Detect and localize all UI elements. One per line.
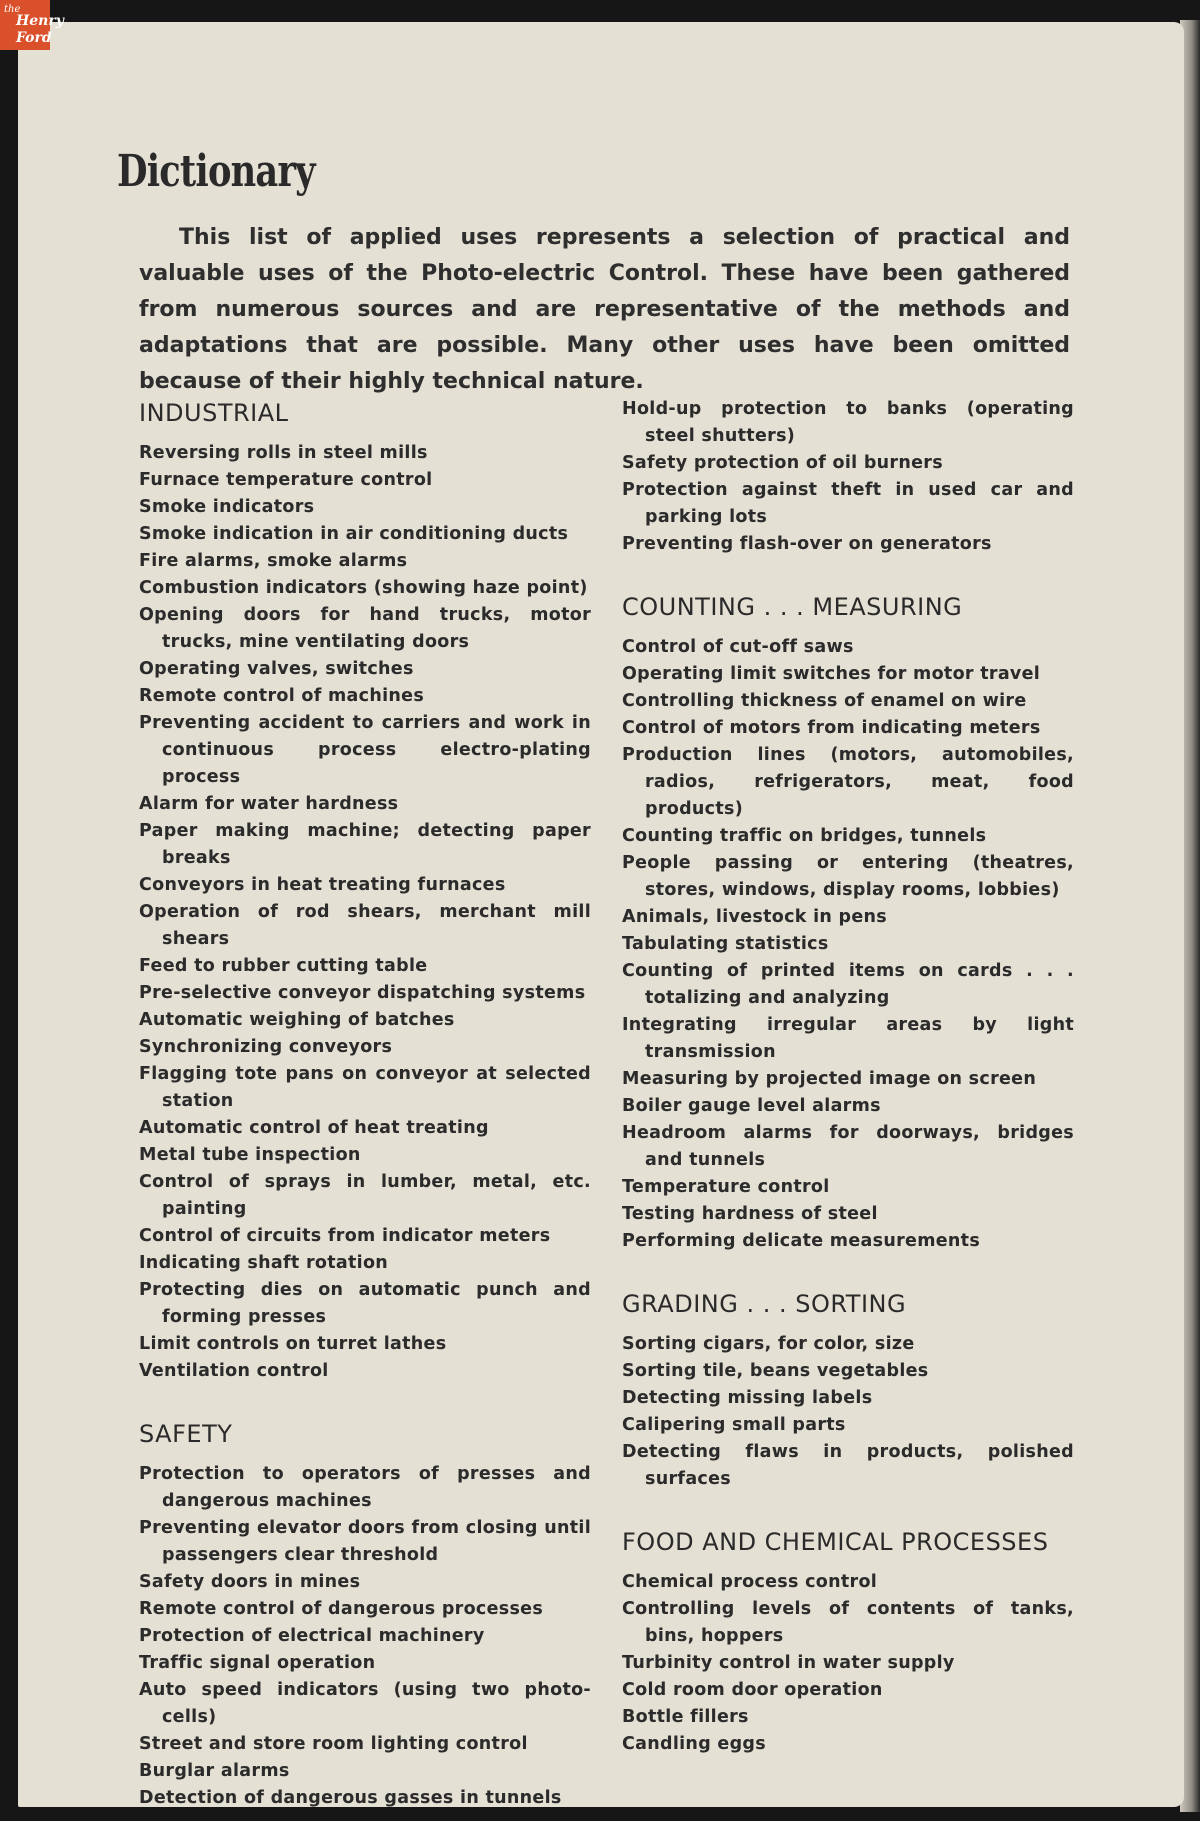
list-item: Sorting tile, beans vegetables [622,1361,929,1381]
left-column [139,398,591,1812]
list-item: Boiler gauge level alarms [622,1096,881,1116]
counting-list [622,634,1074,1255]
list-item: People passing or entering (theatres, stores, windows, display rooms, lobbies) [622,853,1074,900]
list-item: Controlling thickness of enamel on wire [622,691,1027,711]
page-title: Dictionary [117,146,315,197]
list-item: Street and store room lighting control [139,1734,528,1754]
list-item: Metal tube inspection [139,1145,361,1165]
food-heading: FOOD AND CHEMICAL PROCESSES [622,1528,1049,1556]
list-item: Chemical process control [622,1572,878,1592]
list-item: Cold room door operation [622,1680,883,1700]
list-item: Smoke indicators [139,497,315,517]
list-item: Fire alarms, smoke alarms [139,551,408,571]
counting-heading: COUNTING . . . MEASURING [622,593,963,621]
list-item: Furnace temperature control [139,470,433,490]
list-item: Paper making machine; detecting paper breaks [139,821,591,868]
list-item: Temperature control [622,1177,830,1197]
list-item: Detecting missing labels [622,1388,873,1408]
safety-list [139,1461,591,1812]
list-item: Protection to operators of presses and dangerous machines [139,1464,591,1511]
list-item: Synchronizing conveyors [139,1037,393,1057]
list-item: Calipering small parts [622,1415,846,1435]
list-item: Performing delicate measurements [622,1231,981,1251]
list-item: Operating valves, switches [139,659,414,679]
list-item: Measuring by projected image on screen [622,1069,1037,1089]
henry-ford-watermark-logo [0,0,64,50]
industrial-heading: INDUSTRIAL [139,399,289,427]
list-item: Smoke indication in air conditioning ducts [139,524,569,544]
list-item: Feed to rubber cutting table [139,956,428,976]
list-item: Counting traffic on bridges, tunnels [622,826,987,846]
list-item: Protecting dies on automatic punch and forming presses [139,1280,591,1327]
list-item: Headroom alarms for doorways, bridges and tunnels [622,1123,1074,1170]
list-item: Ventilation control [139,1361,329,1381]
list-item: Protection of electrical machinery [139,1626,485,1646]
list-item: Preventing accident to carriers and work in continuous process electro-plating process [139,713,591,787]
grading-heading: GRADING . . . SORTING [622,1290,907,1318]
list-item: Control of sprays in lumber, metal, etc. painting [139,1172,591,1219]
list-item: Operating limit switches for motor travel [622,664,1041,684]
list-item: Production lines (motors, automobiles, radios, refrigerators, meat, food products) [622,745,1074,819]
list-item: Safety doors in mines [139,1572,361,1592]
list-item: Flagging tote pans on conveyor at selected station [139,1064,591,1111]
list-item: Tabulating statistics [622,934,829,954]
list-item: Traffic signal operation [139,1653,376,1673]
list-item: Sorting cigars, for color, size [622,1334,915,1354]
list-item: Turbinity control in water supply [622,1653,955,1673]
logo-text-the: the [4,4,21,15]
list-item: Hold-up protection to banks (operating steel shutters) [622,399,1074,446]
list-item: Automatic control of heat treating [139,1118,489,1138]
logo-text-henry: Henry [16,13,64,29]
list-item: Control of motors from indicating meters [622,718,1041,738]
intro-paragraph: This list of applied uses represents a selection of practical and valuable uses of the Photo-electric Control. These have been gathered from numerous sources and are representative of the methods and adaptations that are possible. Many other uses have been omitted because of their highly technical nature. [139,225,1070,394]
list-item: Testing hardness of steel [622,1204,878,1224]
list-item: Bottle fillers [622,1707,749,1727]
list-item: Alarm for water hardness [139,794,399,814]
list-item: Reversing rolls in steel mills [139,443,428,463]
list-item: Pre-selective conveyor dispatching systems [139,983,586,1003]
list-item: Safety protection of oil burners [622,453,943,473]
list-item: Limit controls on turret lathes [139,1334,447,1354]
safety-continued-list [622,396,1074,558]
list-item: Indicating shaft rotation [139,1253,389,1273]
list-item: Conveyors in heat treating furnaces [139,875,506,895]
list-item: Operation of rod shears, merchant mill shears [139,902,591,949]
list-item: Auto speed indicators (using two photo-cells) [139,1680,591,1727]
list-item: Preventing flash-over on generators [622,534,992,554]
list-item: Control of cut-off saws [622,637,854,657]
logo-text-ford: Ford [16,30,52,46]
list-item: Integrating irregular areas by light transmission [622,1015,1074,1062]
right-column [622,396,1074,1758]
list-item: Burglar alarms [139,1761,290,1781]
list-item: Opening doors for hand trucks, motor trucks, mine ventilating doors [139,605,591,652]
list-item: Counting of printed items on cards . . . totalizing and analyzing [622,961,1074,1008]
list-item: Combustion indicators (showing haze point) [139,578,588,598]
list-item: Control of circuits from indicator meters [139,1226,551,1246]
list-item: Automatic weighing of batches [139,1010,455,1030]
list-item: Controlling levels of contents of tanks, bins, hoppers [622,1599,1074,1646]
list-item: Candling eggs [622,1734,766,1754]
list-item: Preventing elevator doors from closing until passengers clear threshold [139,1518,591,1565]
list-item: Protection against theft in used car and parking lots [622,480,1074,527]
list-item: Detection of dangerous gasses in tunnels [139,1788,562,1808]
list-item: Detecting flaws in products, polished surfaces [622,1442,1074,1489]
food-list [622,1569,1074,1758]
list-item: Remote control of dangerous processes [139,1599,544,1619]
list-item: Animals, livestock in pens [622,907,888,927]
grading-list [622,1331,1074,1493]
list-item: Remote control of machines [139,686,425,706]
safety-heading: SAFETY [139,1420,233,1448]
industrial-list [139,440,591,1385]
